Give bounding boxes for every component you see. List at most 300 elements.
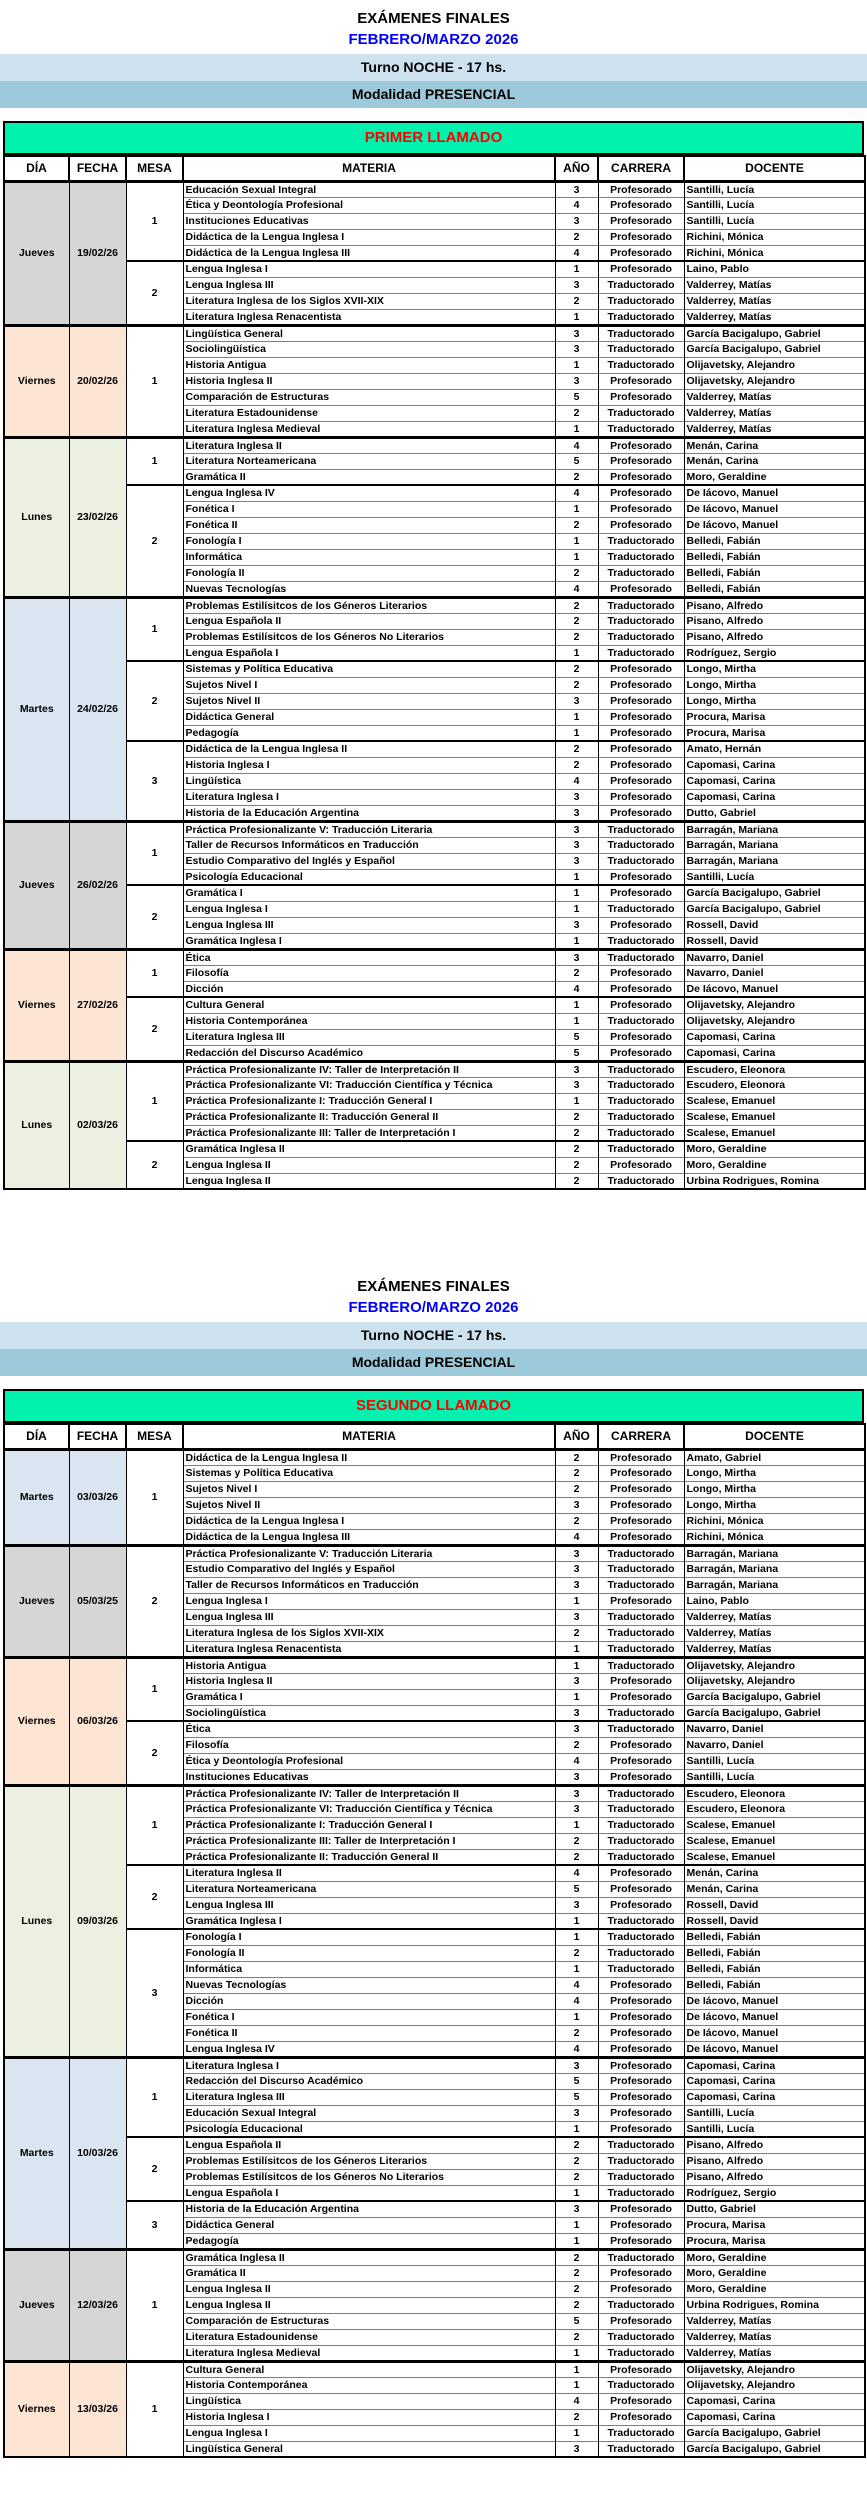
anio-cell: 3 (555, 1061, 598, 1077)
day-cell: Lunes (4, 1785, 69, 2057)
anio-cell: 3 (555, 853, 598, 869)
docente-cell: Navarro, Daniel (684, 965, 865, 981)
carrera-cell: Profesorado (598, 757, 684, 773)
materia-cell: Fonología I (183, 1929, 555, 1945)
anio-cell: 3 (555, 1801, 598, 1817)
materia-cell: Gramática II (183, 469, 555, 485)
anio-cell: 4 (555, 197, 598, 213)
docente-cell: Barragán, Mariana (684, 837, 865, 853)
carrera-cell: Traductorado (598, 1705, 684, 1721)
carrera-cell: Traductorado (598, 1721, 684, 1737)
anio-cell: 3 (555, 341, 598, 357)
materia-cell: Estudio Comparativo del Inglés y Español (183, 853, 555, 869)
docente-cell: Valderrey, Matías (684, 421, 865, 437)
docente-cell: Santilli, Lucía (684, 1769, 865, 1785)
date-cell: 26/02/26 (69, 821, 126, 949)
docente-cell: Richini, Mónica (684, 245, 865, 261)
materia-cell: Lengua Inglesa II (183, 1173, 555, 1189)
mesa-cell: 1 (126, 1657, 183, 1721)
materia-cell: Lengua Española II (183, 613, 555, 629)
carrera-cell: Profesorado (598, 1993, 684, 2009)
anio-cell: 1 (555, 357, 598, 373)
date-cell: 12/03/26 (69, 2249, 126, 2361)
carrera-cell: Traductorado (598, 325, 684, 341)
materia-cell: Lengua Inglesa IV (183, 2041, 555, 2057)
date-cell: 27/02/26 (69, 949, 126, 1061)
anio-cell: 1 (555, 997, 598, 1013)
carrera-cell: Traductorado (598, 2377, 684, 2393)
anio-cell: 5 (555, 2073, 598, 2089)
anio-cell: 5 (555, 2089, 598, 2105)
carrera-cell: Profesorado (598, 2265, 684, 2281)
anio-cell: 1 (555, 261, 598, 277)
docente-cell: Laino, Pablo (684, 261, 865, 277)
materia-cell: Pedagogía (183, 725, 555, 741)
carrera-cell: Profesorado (598, 2089, 684, 2105)
anio-cell: 2 (555, 1157, 598, 1173)
column-header-row (4, 156, 865, 181)
day-cell: Jueves (4, 821, 69, 949)
anio-cell: 1 (555, 1013, 598, 1029)
materia-cell: Taller de Recursos Informáticos en Traducción (183, 837, 555, 853)
docente-cell: Valderrey, Matías (684, 277, 865, 293)
anio-cell: 2 (555, 1625, 598, 1641)
anio-cell: 2 (555, 229, 598, 245)
table-row (4, 1449, 865, 1465)
carrera-cell: Profesorado (598, 2057, 684, 2073)
materia-cell: Sujetos Nivel II (183, 1497, 555, 1513)
anio-cell: 2 (555, 741, 598, 757)
docente-cell: Belledi, Fabián (684, 533, 865, 549)
materia-cell: Cultura General (183, 2361, 555, 2377)
mesa-cell: 2 (126, 661, 183, 741)
anio-cell: 2 (555, 2169, 598, 2185)
docente-cell: Richini, Mónica (684, 1529, 865, 1545)
page-subtitle: FEBRERO/MARZO 2026 (348, 1299, 519, 1316)
docente-cell: Scalese, Emanuel (684, 1125, 865, 1141)
carrera-cell: Traductorado (598, 2137, 684, 2153)
materia-cell: Práctica Profesionalizante III: Taller de Interpretación I (183, 1125, 555, 1141)
materia-cell: Didáctica General (183, 709, 555, 725)
docente-cell: Olijavetsky, Alejandro (684, 1013, 865, 1029)
carrera-cell: Traductorado (598, 1833, 684, 1849)
date-cell: 19/02/26 (69, 181, 126, 325)
anio-cell: 3 (555, 2105, 598, 2121)
docente-cell: Santilli, Lucía (684, 197, 865, 213)
carrera-cell: Traductorado (598, 1141, 684, 1157)
carrera-cell: Profesorado (598, 1465, 684, 1481)
table-row (4, 325, 865, 341)
docente-cell: Valderrey, Matías (684, 293, 865, 309)
anio-cell: 2 (555, 1125, 598, 1141)
materia-cell: Didáctica de la Lengua Inglesa II (183, 1449, 555, 1465)
anio-cell: 2 (555, 1833, 598, 1849)
anio-cell: 4 (555, 773, 598, 789)
docente-cell: Capomasi, Carina (684, 2073, 865, 2089)
anio-cell: 5 (555, 1029, 598, 1045)
docente-cell: Pisano, Alfredo (684, 2153, 865, 2169)
carrera-cell: Traductorado (598, 821, 684, 837)
carrera-cell: Profesorado (598, 1593, 684, 1609)
carrera-cell: Profesorado (598, 581, 684, 597)
anio-cell: 5 (555, 2313, 598, 2329)
docente-cell: Procura, Marisa (684, 709, 865, 725)
carrera-cell: Profesorado (598, 1737, 684, 1753)
docente-cell: Longo, Mirtha (684, 661, 865, 677)
date-cell: 23/02/26 (69, 437, 126, 597)
anio-cell: 2 (555, 629, 598, 645)
docente-cell: Barragán, Mariana (684, 821, 865, 837)
mesa-cell: 1 (126, 821, 183, 885)
table-row (4, 261, 865, 277)
docente-cell: Navarro, Daniel (684, 1737, 865, 1753)
materia-cell: Ética (183, 949, 555, 965)
anio-cell: 1 (555, 933, 598, 949)
materia-cell: Práctica Profesionalizante I: Traducción General I (183, 1093, 555, 1109)
carrera-cell: Profesorado (598, 997, 684, 1013)
anio-cell: 4 (555, 581, 598, 597)
anio-cell: 2 (555, 597, 598, 613)
carrera-cell: Traductorado (598, 1817, 684, 1833)
carrera-cell: Profesorado (598, 1045, 684, 1061)
anio-cell: 2 (555, 1109, 598, 1125)
anio-cell: 1 (555, 901, 598, 917)
column-header: MESA (126, 156, 183, 181)
materia-cell: Problemas Estilísitcos de los Géneros No Literarios (183, 2169, 555, 2185)
anio-cell: 2 (555, 2137, 598, 2153)
materia-cell: Historia Contemporánea (183, 1013, 555, 1029)
docente-cell: Santilli, Lucía (684, 213, 865, 229)
docente-cell: Valderrey, Matías (684, 1625, 865, 1641)
segundo-llamado-title: SEGUNDO LLAMADO (3, 1389, 864, 1423)
carrera-cell: Traductorado (598, 1093, 684, 1109)
carrera-cell: Profesorado (598, 437, 684, 453)
carrera-cell: Profesorado (598, 1513, 684, 1529)
docente-cell: De Iácovo, Manuel (684, 517, 865, 533)
materia-cell: Práctica Profesionalizante V: Traducción Literaria (183, 1545, 555, 1561)
materia-cell: Lingüística (183, 773, 555, 789)
turno-band: Turno NOCHE - 17 hs. (0, 1322, 867, 1349)
materia-cell: Lengua Inglesa II (183, 1157, 555, 1173)
materia-cell: Literatura Inglesa Renacentista (183, 1641, 555, 1657)
carrera-cell: Traductorado (598, 565, 684, 581)
anio-cell: 4 (555, 2393, 598, 2409)
carrera-cell: Traductorado (598, 629, 684, 645)
anio-cell: 2 (555, 2025, 598, 2041)
anio-cell: 4 (555, 437, 598, 453)
carrera-cell: Profesorado (598, 2025, 684, 2041)
materia-cell: Lengua Inglesa III (183, 917, 555, 933)
carrera-cell: Profesorado (598, 2009, 684, 2025)
docente-cell: Laino, Pablo (684, 1593, 865, 1609)
anio-cell: 1 (555, 2377, 598, 2393)
docente-cell: Longo, Mirtha (684, 1481, 865, 1497)
docente-cell: Menán, Carina (684, 437, 865, 453)
column-header: DÍA (4, 156, 69, 181)
carrera-cell: Traductorado (598, 645, 684, 661)
docente-cell: Santilli, Lucía (684, 1753, 865, 1769)
docente-cell: Valderrey, Matías (684, 2345, 865, 2361)
day-cell: Martes (4, 2057, 69, 2249)
date-cell: 06/03/26 (69, 1657, 126, 1785)
materia-cell: Lengua Inglesa I (183, 261, 555, 277)
date-cell: 09/03/26 (69, 1785, 126, 2057)
carrera-cell: Traductorado (598, 1657, 684, 1673)
docente-cell: Dutto, Gabriel (684, 805, 865, 821)
materia-cell: Didáctica de la Lengua Inglesa III (183, 245, 555, 261)
carrera-cell: Profesorado (598, 373, 684, 389)
docente-cell: Procura, Marisa (684, 725, 865, 741)
materia-cell: Didáctica de la Lengua Inglesa II (183, 741, 555, 757)
anio-cell: 4 (555, 981, 598, 997)
materia-cell: Fonética II (183, 517, 555, 533)
carrera-cell: Traductorado (598, 597, 684, 613)
carrera-cell: Traductorado (598, 2185, 684, 2201)
materia-cell: Historia de la Educación Argentina (183, 805, 555, 821)
carrera-cell: Traductorado (598, 1929, 684, 1945)
materia-cell: Práctica Profesionalizante II: Traducción General II (183, 1849, 555, 1865)
carrera-cell: Traductorado (598, 1013, 684, 1029)
column-header-row (4, 1424, 865, 1449)
schedule-table (3, 155, 866, 1190)
materia-cell: Literatura Inglesa Medieval (183, 421, 555, 437)
docente-cell: Dutto, Gabriel (684, 2201, 865, 2217)
docente-cell: Amato, Gabriel (684, 1449, 865, 1465)
anio-cell: 4 (555, 1753, 598, 1769)
docente-cell: Longo, Mirtha (684, 1497, 865, 1513)
table-row (4, 741, 865, 757)
anio-cell: 2 (555, 1465, 598, 1481)
carrera-cell: Profesorado (598, 517, 684, 533)
docente-cell: De Iácovo, Manuel (684, 485, 865, 501)
materia-cell: Lengua Inglesa III (183, 277, 555, 293)
column-header: AÑO (555, 1424, 598, 1449)
carrera-cell: Profesorado (598, 741, 684, 757)
docente-cell: Moro, Geraldine (684, 2281, 865, 2297)
table-row (4, 885, 865, 901)
table-row (4, 2137, 865, 2153)
anio-cell: 3 (555, 1897, 598, 1913)
anio-cell: 2 (555, 2249, 598, 2265)
anio-cell: 2 (555, 2281, 598, 2297)
docente-cell: García Bacigalupo, Gabriel (684, 885, 865, 901)
carrera-cell: Traductorado (598, 933, 684, 949)
carrera-cell: Profesorado (598, 965, 684, 981)
anio-cell: 1 (555, 869, 598, 885)
mesa-cell: 1 (126, 597, 183, 661)
table-row (4, 1545, 865, 1561)
docente-cell: Rossell, David (684, 933, 865, 949)
mesa-cell: 1 (126, 181, 183, 261)
column-header: DÍA (4, 1424, 69, 1449)
carrera-cell: Profesorado (598, 1673, 684, 1689)
carrera-cell: Profesorado (598, 261, 684, 277)
mesa-cell: 2 (126, 1545, 183, 1657)
materia-cell: Didáctica de la Lengua Inglesa I (183, 1513, 555, 1529)
segundo-llamado-table-container (0, 1423, 867, 2458)
anio-cell: 2 (555, 677, 598, 693)
materia-cell: Pedagogía (183, 2233, 555, 2249)
docente-cell: Menán, Carina (684, 453, 865, 469)
docente-cell: De Iácovo, Manuel (684, 2025, 865, 2041)
materia-cell: Comparación de Estructuras (183, 389, 555, 405)
docente-cell: Belledi, Fabián (684, 1929, 865, 1945)
carrera-cell: Traductorado (598, 277, 684, 293)
docente-cell: Moro, Geraldine (684, 469, 865, 485)
materia-cell: Literatura Inglesa III (183, 1029, 555, 1045)
materia-cell: Práctica Profesionalizante III: Taller de Interpretación I (183, 1833, 555, 1849)
table-row (4, 1785, 865, 1801)
column-header: FECHA (69, 1424, 126, 1449)
anio-cell: 2 (555, 1737, 598, 1753)
day-cell: Martes (4, 1449, 69, 1545)
materia-cell: Dicción (183, 1993, 555, 2009)
docente-cell: Belledi, Fabián (684, 1977, 865, 1993)
page-subtitle: FEBRERO/MARZO 2026 (348, 31, 519, 48)
carrera-cell: Profesorado (598, 181, 684, 197)
carrera-cell: Profesorado (598, 1881, 684, 1897)
materia-cell: Historia Inglesa I (183, 2409, 555, 2425)
carrera-cell: Profesorado (598, 229, 684, 245)
carrera-cell: Profesorado (598, 2233, 684, 2249)
column-header: FECHA (69, 156, 126, 181)
materia-cell: Literatura Norteamericana (183, 453, 555, 469)
carrera-cell: Traductorado (598, 1061, 684, 1077)
column-header: CARRERA (598, 156, 684, 181)
docente-cell: Olijavetsky, Alejandro (684, 1673, 865, 1689)
materia-cell: Lengua Inglesa III (183, 1609, 555, 1625)
materia-cell: Sociolingüística (183, 1705, 555, 1721)
table-row (4, 1929, 865, 1945)
carrera-cell: Profesorado (598, 1157, 684, 1173)
carrera-cell: Profesorado (598, 2121, 684, 2137)
carrera-cell: Traductorado (598, 2329, 684, 2345)
anio-cell: 4 (555, 1977, 598, 1993)
anio-cell: 2 (555, 1945, 598, 1961)
materia-cell: Literatura Norteamericana (183, 1881, 555, 1897)
mesa-cell: 1 (126, 325, 183, 437)
docente-cell: Moro, Geraldine (684, 1157, 865, 1173)
materia-cell: Didáctica de la Lengua Inglesa III (183, 1529, 555, 1545)
docente-cell: Menán, Carina (684, 1865, 865, 1881)
section-primer-llamado (0, 8, 867, 1190)
anio-cell: 2 (555, 2409, 598, 2425)
materia-cell: Didáctica de la Lengua Inglesa I (183, 229, 555, 245)
carrera-cell: Profesorado (598, 885, 684, 901)
docente-cell: Pisano, Alfredo (684, 613, 865, 629)
anio-cell: 4 (555, 1529, 598, 1545)
docente-cell: Olijavetsky, Alejandro (684, 2361, 865, 2377)
day-cell: Lunes (4, 437, 69, 597)
anio-cell: 1 (555, 2217, 598, 2233)
materia-cell: Literatura Inglesa de los Siglos XVII-XIX (183, 1625, 555, 1641)
carrera-cell: Traductorado (598, 901, 684, 917)
carrera-cell: Profesorado (598, 485, 684, 501)
carrera-cell: Traductorado (598, 1077, 684, 1093)
anio-cell: 3 (555, 1769, 598, 1785)
day-cell: Viernes (4, 325, 69, 437)
carrera-cell: Profesorado (598, 869, 684, 885)
carrera-cell: Profesorado (598, 1753, 684, 1769)
materia-cell: Práctica Profesionalizante VI: Traducción Científica y Técnica (183, 1801, 555, 1817)
anio-cell: 1 (555, 2121, 598, 2137)
anio-cell: 3 (555, 1609, 598, 1625)
carrera-cell: Profesorado (598, 1449, 684, 1465)
carrera-cell: Traductorado (598, 1849, 684, 1865)
docente-cell: Belledi, Fabián (684, 1945, 865, 1961)
docente-cell: Olijavetsky, Alejandro (684, 357, 865, 373)
anio-cell: 1 (555, 1929, 598, 1945)
carrera-cell: Traductorado (598, 357, 684, 373)
docente-cell: Capomasi, Carina (684, 1029, 865, 1045)
anio-cell: 3 (555, 1721, 598, 1737)
table-row (4, 949, 865, 965)
materia-cell: Lingüística (183, 2393, 555, 2409)
anio-cell: 2 (555, 469, 598, 485)
anio-cell: 2 (555, 1849, 598, 1865)
table-row (4, 2201, 865, 2217)
anio-cell: 1 (555, 2233, 598, 2249)
materia-cell: Literatura Inglesa II (183, 437, 555, 453)
docente-cell: Capomasi, Carina (684, 2089, 865, 2105)
carrera-cell: Traductorado (598, 1785, 684, 1801)
docente-cell: Urbina Rodrigues, Romina (684, 1173, 865, 1189)
materia-cell: Educación Sexual Integral (183, 181, 555, 197)
mesa-cell: 3 (126, 2201, 183, 2249)
docente-cell: García Bacigalupo, Gabriel (684, 341, 865, 357)
docente-cell: Rossell, David (684, 1897, 865, 1913)
day-cell: Viernes (4, 949, 69, 1061)
anio-cell: 3 (555, 1497, 598, 1513)
anio-cell: 1 (555, 1689, 598, 1705)
docente-cell: Moro, Geraldine (684, 1141, 865, 1157)
mesa-cell: 1 (126, 1785, 183, 1865)
docente-cell: Valderrey, Matías (684, 1641, 865, 1657)
anio-cell: 3 (555, 1705, 598, 1721)
anio-cell: 3 (555, 1785, 598, 1801)
materia-cell: Historia Antigua (183, 357, 555, 373)
docente-cell: Barragán, Mariana (684, 1561, 865, 1577)
anio-cell: 3 (555, 837, 598, 853)
materia-cell: Literatura Inglesa I (183, 789, 555, 805)
docente-cell: Navarro, Daniel (684, 949, 865, 965)
mesa-cell: 2 (126, 1721, 183, 1785)
docente-cell: Rodríguez, Sergio (684, 2185, 865, 2201)
materia-cell: Literatura Estadounidense (183, 2329, 555, 2345)
carrera-cell: Profesorado (598, 693, 684, 709)
carrera-cell: Profesorado (598, 1481, 684, 1497)
table-row (4, 2361, 865, 2377)
anio-cell: 3 (555, 325, 598, 341)
column-header: MATERIA (183, 156, 555, 181)
carrera-cell: Profesorado (598, 2393, 684, 2409)
carrera-cell: Traductorado (598, 1577, 684, 1593)
anio-cell: 1 (555, 885, 598, 901)
docente-cell: Longo, Mirtha (684, 677, 865, 693)
modalidad-band: Modalidad PRESENCIAL (0, 1349, 867, 1376)
materia-cell: Gramática Inglesa II (183, 1141, 555, 1157)
docente-cell: García Bacigalupo, Gabriel (684, 1689, 865, 1705)
materia-cell: Informática (183, 549, 555, 565)
anio-cell: 2 (555, 1513, 598, 1529)
materia-cell: Instituciones Educativas (183, 213, 555, 229)
materia-cell: Sistemas y Política Educativa (183, 661, 555, 677)
docente-cell: Menán, Carina (684, 1881, 865, 1897)
anio-cell: 2 (555, 405, 598, 421)
carrera-cell: Traductorado (598, 1561, 684, 1577)
materia-cell: Redacción del Discurso Académico (183, 1045, 555, 1061)
materia-cell: Dicción (183, 981, 555, 997)
